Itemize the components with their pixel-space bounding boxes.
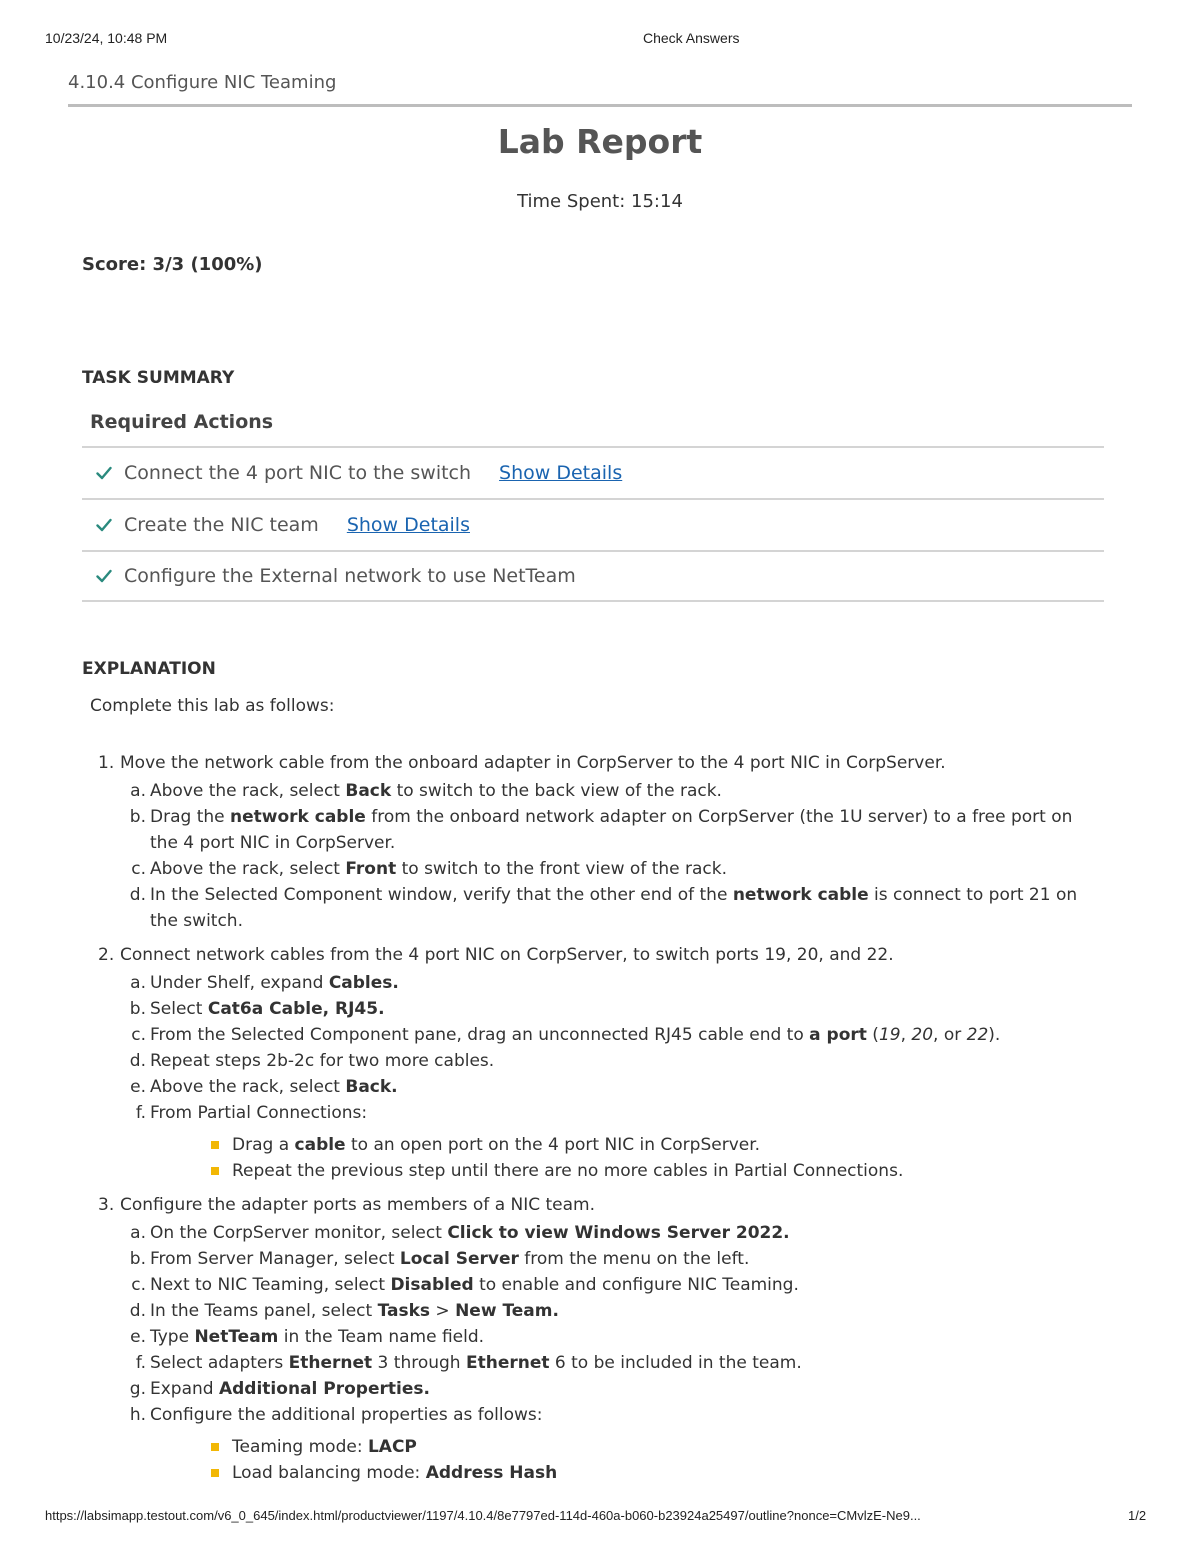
text-run: , — [900, 1025, 912, 1045]
substep — [98, 1350, 1098, 1376]
text-run: From the Selected Component pane, drag an unconnected RJ45 cable end to — [150, 1025, 810, 1045]
print-footer — [45, 1508, 1155, 1528]
text-run: Additional Properties. — [218, 1379, 430, 1399]
text-run: Teaming mode: — [232, 1437, 368, 1457]
bullet-item — [150, 1158, 1098, 1184]
task-label: Connect the 4 port NIC to the switch — [124, 462, 472, 484]
substep-text — [150, 1353, 802, 1373]
substep-letter: e. — [130, 1077, 146, 1097]
text-run: to switch to the front view of the rack. — [396, 859, 728, 879]
substep-text — [150, 1077, 398, 1097]
substep — [98, 1324, 1098, 1350]
step-number: 1. — [98, 753, 115, 773]
substep-text — [150, 1249, 749, 1269]
text-run: Ethernet — [288, 1353, 373, 1373]
text-run: Connect network cables from the 4 port NIC on CorpServer, to switch ports 19, 20, and 22. — [120, 945, 894, 965]
substep-letter: a. — [130, 973, 146, 993]
required-actions-heading: Required Actions — [90, 411, 274, 433]
substep — [98, 1402, 1098, 1486]
text-run: ). — [988, 1025, 1001, 1045]
text-run: Expand — [150, 1379, 219, 1399]
text-run: Drag a — [232, 1135, 295, 1155]
text-run: Repeat steps 2b-2c for two more cables. — [150, 1051, 495, 1071]
text-run: Local Server — [399, 1249, 519, 1269]
substep — [98, 1074, 1098, 1100]
text-run: to an open port on the 4 port NIC in CorpServer. — [345, 1135, 761, 1155]
text-run: Cables. — [328, 973, 399, 993]
text-run: network cable — [230, 807, 366, 827]
bullet-square-icon — [211, 1443, 219, 1451]
substep-letter: d. — [129, 1051, 146, 1071]
bullet-square-icon — [211, 1141, 219, 1149]
substep-letter: g. — [129, 1379, 146, 1399]
substep-list — [98, 1220, 1098, 1486]
print-title: Check Answers — [643, 30, 740, 46]
task-label: Configure the External network to use NetTeam — [124, 565, 576, 587]
substep-letter: a. — [130, 781, 146, 801]
text-run: Next to NIC Teaming, select — [150, 1275, 391, 1295]
header-divider — [68, 104, 1132, 107]
text-run: Type — [150, 1327, 195, 1347]
substep-text — [150, 1025, 1000, 1045]
substep — [98, 882, 1098, 934]
explanation-step — [98, 750, 1098, 934]
substep-letter: h. — [129, 1405, 146, 1425]
text-run: network cable — [732, 885, 869, 905]
substep — [98, 1298, 1098, 1324]
text-run: NetTeam — [194, 1327, 279, 1347]
explanation-step — [98, 1192, 1098, 1486]
text-run: Front — [345, 859, 397, 879]
text-run: Configure the adapter ports as members of a NIC team. — [120, 1195, 596, 1215]
text-run: From Partial Connections: — [150, 1103, 368, 1123]
show-details-link[interactable]: Show Details — [499, 462, 623, 484]
text-run: , or — [933, 1025, 967, 1045]
text-run: Move the network cable from the onboard adapter in CorpServer to the 4 port NIC in CorpServer. — [120, 753, 946, 773]
text-run: On the CorpServer monitor, select — [150, 1223, 448, 1243]
checkmark-icon — [96, 515, 116, 535]
text-run: Repeat the previous step until there are no more cables in Partial Connections. — [232, 1161, 904, 1181]
substep-letter: a. — [130, 1223, 146, 1243]
substep — [98, 1272, 1098, 1298]
explanation-intro: Complete this lab as follows: — [90, 696, 335, 716]
step-text — [98, 942, 1098, 968]
text-run: New Team. — [455, 1301, 559, 1321]
text-run: In the Selected Component window, verify that the other end of the — [150, 885, 733, 905]
step-number: 2. — [98, 945, 115, 965]
task-row — [82, 446, 1104, 498]
text-run: LACP — [367, 1437, 417, 1457]
substep-list — [98, 970, 1098, 1184]
explanation-step — [98, 942, 1098, 1184]
substep-text — [150, 781, 722, 801]
substep-text — [150, 1275, 799, 1295]
text-run: Address Hash — [425, 1463, 558, 1483]
substep — [98, 996, 1098, 1022]
task-row — [82, 498, 1104, 550]
text-run: Tasks — [377, 1301, 430, 1321]
text-run: 22 — [966, 1025, 989, 1045]
bullet-list — [150, 1132, 1098, 1184]
bullet-text — [232, 1161, 903, 1181]
required-actions-list — [82, 446, 1104, 602]
text-run: to switch to the back view of the rack. — [391, 781, 722, 801]
print-url: https://labsimapp.testout.com/v6_0_645/index.html/productviewer/1197/4.10.4/8e7797ed-114d-460a-b060-b23924a25497/outline?nonce=CMvlzE-Ne9... — [45, 1508, 921, 1523]
explanation-steps — [98, 750, 1098, 1492]
substep-text — [150, 1051, 494, 1071]
text-run: Load balancing mode: — [232, 1463, 426, 1483]
bullet-square-icon — [211, 1167, 219, 1175]
text-run: from the onboard network adapter on CorpServer (the 1U server) to a free port on the 4 port NIC in CorpServer. — [150, 807, 1073, 853]
bullet-item — [150, 1460, 1098, 1486]
substep-text — [150, 859, 727, 879]
bullet-text — [232, 1437, 417, 1457]
text-run: to enable and configure NIC Teaming. — [473, 1275, 799, 1295]
text-run: from the menu on the left. — [518, 1249, 750, 1269]
checkmark-icon — [96, 463, 116, 483]
substep-text — [150, 999, 385, 1019]
print-header — [45, 30, 1155, 50]
substep — [98, 1220, 1098, 1246]
substep-text — [150, 1327, 484, 1347]
substep-text — [150, 1103, 367, 1123]
text-run: Above the rack, select — [150, 859, 346, 879]
substep — [98, 804, 1098, 856]
text-run: Ethernet — [465, 1353, 550, 1373]
substep — [98, 1100, 1098, 1184]
substep — [98, 1048, 1098, 1074]
step-text — [98, 1192, 1098, 1218]
substep-text — [150, 1301, 559, 1321]
substep — [98, 856, 1098, 882]
text-run: Disabled — [390, 1275, 474, 1295]
bullet-list — [150, 1434, 1098, 1486]
text-run: Above the rack, select — [150, 781, 346, 801]
text-run: 20 — [911, 1025, 934, 1045]
text-run: is connect to port 21 on the switch. — [150, 885, 1078, 931]
substep-letter: f. — [135, 1353, 146, 1373]
text-run: Drag the — [150, 807, 230, 827]
step-text — [98, 750, 1098, 776]
text-run: Cat6a Cable, RJ45. — [207, 999, 385, 1019]
page-number: 1/2 — [1128, 1508, 1147, 1523]
substep — [98, 970, 1098, 996]
substep-letter: c. — [131, 1025, 146, 1045]
substep — [98, 1022, 1098, 1048]
substep-letter: b. — [129, 999, 146, 1019]
text-run: In the Teams panel, select — [150, 1301, 378, 1321]
substep-letter: f. — [135, 1103, 146, 1123]
text-run: in the Team name field. — [278, 1327, 485, 1347]
substep-text — [150, 807, 1072, 853]
bullet-item — [150, 1434, 1098, 1460]
substep — [98, 1376, 1098, 1402]
substep-letter: c. — [131, 859, 146, 879]
substep-letter: e. — [130, 1327, 146, 1347]
substep-text — [150, 1379, 430, 1399]
substep-letter: b. — [129, 1249, 146, 1269]
bullet-item — [150, 1132, 1098, 1158]
task-label: Create the NIC team — [124, 514, 319, 536]
substep — [98, 1246, 1098, 1272]
bullet-text — [232, 1463, 557, 1483]
text-run: Select adapters — [150, 1353, 289, 1373]
print-date: 10/23/24, 10:48 PM — [45, 30, 168, 46]
text-run: Configure the additional properties as follows: — [150, 1405, 543, 1425]
text-run: Back. — [345, 1077, 398, 1097]
text-run: > — [430, 1301, 456, 1321]
text-run: ( — [866, 1025, 879, 1045]
text-run: Click to view Windows Server 2022. — [447, 1223, 790, 1243]
task-row — [82, 550, 1104, 602]
explanation-heading: EXPLANATION — [82, 659, 216, 679]
substep — [98, 778, 1098, 804]
substep-letter: b. — [129, 807, 146, 827]
text-run: 6 to be included in the team. — [549, 1353, 802, 1373]
text-run: From Server Manager, select — [150, 1249, 400, 1269]
text-run: a port — [809, 1025, 867, 1045]
substep-text — [150, 973, 399, 993]
bullet-text — [232, 1135, 760, 1155]
substep-letter: c. — [131, 1275, 146, 1295]
show-details-link[interactable]: Show Details — [346, 514, 470, 536]
checkmark-icon — [96, 566, 116, 586]
substep-text — [150, 1405, 543, 1425]
text-run: Under Shelf, expand — [150, 973, 329, 993]
text-run: cable — [294, 1135, 346, 1155]
text-run: Above the rack, select — [150, 1077, 346, 1097]
text-run: Back — [345, 781, 392, 801]
substep-letter: d. — [129, 1301, 146, 1321]
time-spent: Time Spent: 15:14 — [517, 191, 683, 212]
substep-text — [150, 1223, 790, 1243]
text-run: 19 — [878, 1025, 901, 1045]
substep-letter: d. — [129, 885, 146, 905]
task-summary-heading: TASK SUMMARY — [82, 368, 235, 388]
text-run: 3 through — [372, 1353, 466, 1373]
step-number: 3. — [98, 1195, 115, 1215]
text-run: Select — [150, 999, 208, 1019]
substep-list — [98, 778, 1098, 934]
score: Score: 3/3 (100%) — [82, 254, 263, 275]
report-heading: Lab Report — [497, 122, 703, 161]
substep-text — [150, 885, 1077, 931]
lab-title: 4.10.4 Configure NIC Teaming — [68, 72, 337, 93]
bullet-square-icon — [211, 1469, 219, 1477]
